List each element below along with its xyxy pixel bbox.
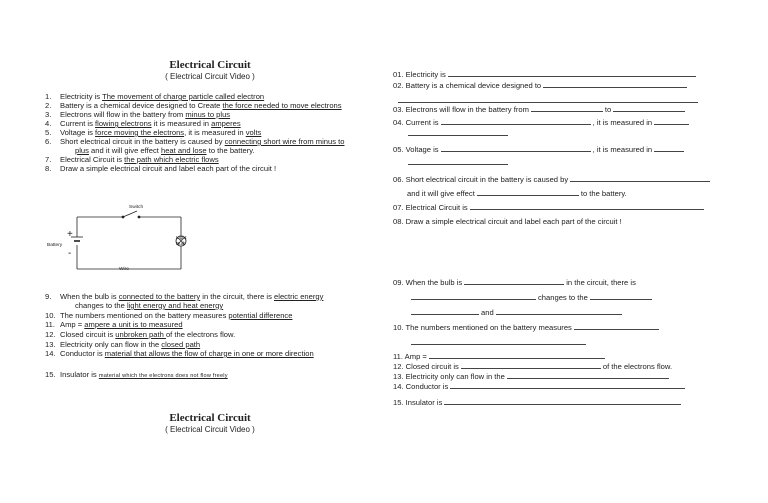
switch-label: Switch: [129, 205, 144, 210]
item-answer: material which the electrons does not flow freely: [98, 373, 228, 379]
list-item: [45, 101, 342, 110]
q06-continued: and it will give effect to the battery.: [407, 189, 627, 198]
switch-lever: [123, 211, 137, 217]
list-item: [45, 155, 219, 164]
item-text: in the circuit, there is: [200, 292, 275, 301]
item-text: When the bulb is: [60, 292, 119, 301]
item-answer: unbroken path: [115, 330, 166, 339]
item-text: Voltage is: [60, 128, 96, 137]
item-text: , it is measured in: [184, 128, 246, 137]
item-answer: flowing electrons: [95, 119, 152, 128]
q08: 08. Draw a simple electrical circuit and label each part of the circuit !: [393, 217, 622, 226]
q01: 01. Electricity is: [393, 69, 698, 79]
item-answer: amperes: [211, 119, 241, 128]
q12: 12. Closed circuit is of the electrons flow.: [393, 362, 673, 371]
item-answer: potential difference: [228, 311, 293, 320]
q06: 06. Short electrical circuit in the battery is caused by: [393, 174, 712, 184]
plus-sign: +: [67, 229, 73, 240]
item-text: The numbers mentioned on the battery measures: [60, 311, 229, 320]
item-number: 11.: [45, 320, 55, 329]
item-text: to the battery.: [206, 146, 255, 155]
item-text: Insulator is: [60, 370, 99, 379]
list-item-15: [45, 370, 228, 381]
q07: 07. Electrical Circuit is: [393, 202, 706, 212]
item-number: 4.: [45, 119, 52, 128]
q09-continued: changes to the: [409, 292, 654, 302]
item-answer: force moving the electrons: [95, 128, 185, 137]
list-item: [45, 137, 344, 146]
page-title: Electrical Circuit: [169, 59, 251, 71]
q14: 14. Conductor is: [393, 381, 687, 391]
list-item: [45, 92, 264, 101]
item-number: 13.: [45, 340, 56, 349]
item-text: Electrons will flow in the battery from: [60, 110, 186, 119]
item-answer: heat and lose: [160, 146, 207, 155]
item-number: 10.: [45, 311, 56, 320]
q13: 13. Electricity only can flow in the: [393, 371, 671, 381]
list-item: [45, 311, 292, 320]
item-text: Current is: [60, 119, 96, 128]
item-answer: The movement of charge particle called electron: [102, 92, 265, 101]
item-answer: ampere a unit is to measured: [84, 320, 183, 329]
item-answer: closed path: [161, 340, 201, 349]
item-answer: connecting short wire from minus to: [224, 137, 345, 146]
q09: 09. When the bulb is in the circuit, there is: [393, 278, 636, 287]
item-text: and it will give effect: [88, 146, 161, 155]
item-text: Electrical Circuit is: [60, 155, 125, 164]
item-number: 2.: [45, 101, 52, 110]
item-number: 15.: [45, 370, 56, 379]
item-text: Battery is a chemical device designed to Create: [60, 101, 223, 110]
item-text: Electricity only can flow in the: [60, 340, 162, 349]
item-text: of the electrons flow.: [165, 330, 236, 339]
list-item: [60, 146, 255, 155]
item-text: Draw a simple electrical circuit and label each part of the circuit !: [60, 164, 277, 173]
item-answer: volts: [245, 128, 262, 137]
item-text: it is measured in: [151, 119, 212, 128]
item-answer: the force needed to move electrons: [222, 101, 342, 110]
item-number: 1.: [45, 92, 52, 101]
list-item: [60, 301, 223, 310]
list-item: [45, 340, 200, 349]
q05: 05. Voltage is , it is measured in: [393, 144, 686, 154]
item-answer: plus: [75, 146, 89, 155]
light-label: Light: [176, 236, 187, 241]
item-text: changes to the: [75, 301, 127, 310]
item-text: Amp =: [60, 320, 85, 329]
item-number: 14.: [45, 349, 56, 358]
q11: 11. Amp =: [393, 351, 607, 361]
list-item: [45, 292, 323, 301]
list-item: [45, 320, 183, 329]
circuit-diagram: [45, 203, 195, 273]
item-number: 12.: [45, 330, 56, 339]
q10: 10. The numbers mentioned on the battery measures: [393, 322, 661, 332]
item-answer: material that allows the flow of charge in one or more direction: [104, 349, 314, 358]
q04: 04. Current is , it is measured in: [393, 117, 691, 127]
item-text: Short electrical circuit in the battery is caused by: [60, 137, 225, 146]
q04-continued: [406, 128, 510, 138]
item-number: 8.: [45, 164, 52, 173]
bulb-label: Bulb: [176, 242, 186, 247]
list-item: [45, 119, 241, 128]
list-item: [45, 349, 314, 358]
item-number: 9.: [45, 292, 52, 301]
battery-label: Battery: [47, 243, 63, 248]
list-item: [45, 164, 276, 173]
q15: 15. Insulator is: [393, 397, 683, 407]
item-number: 3.: [45, 110, 52, 119]
item-number: 6.: [45, 137, 52, 146]
item-text: Closed circuit is: [60, 330, 116, 339]
item-answer: connected to the battery: [118, 292, 201, 301]
q02: 02. Battery is a chemical device designed to: [393, 80, 689, 90]
item-number: 5.: [45, 128, 52, 137]
minus-sign: -: [68, 248, 72, 259]
wire-label: Wire: [119, 267, 129, 272]
item-answer: electric energy: [274, 292, 324, 301]
list-item: [45, 128, 261, 137]
bottom-subtitle: ( Electrical Circuit Video ): [165, 425, 255, 434]
q03: 03. Electrons will flow in the battery from to: [393, 104, 687, 114]
list-item: [45, 110, 230, 119]
item-text: Conductor is: [60, 349, 105, 358]
item-text: Electricity is: [60, 92, 103, 101]
item-answer: the path which electric flows: [124, 155, 219, 164]
bottom-title: Electrical Circuit: [169, 412, 251, 424]
item-answer: minus to plus: [185, 110, 231, 119]
item-number: 7.: [45, 155, 52, 164]
list-item: [45, 330, 235, 339]
q05-continued: [406, 157, 510, 167]
item-answer: light energy and heat energy: [126, 301, 224, 310]
page-subtitle: ( Electrical Circuit Video ): [165, 72, 255, 81]
q09-continued-2: and: [409, 307, 624, 317]
q10-continued: [409, 337, 588, 347]
